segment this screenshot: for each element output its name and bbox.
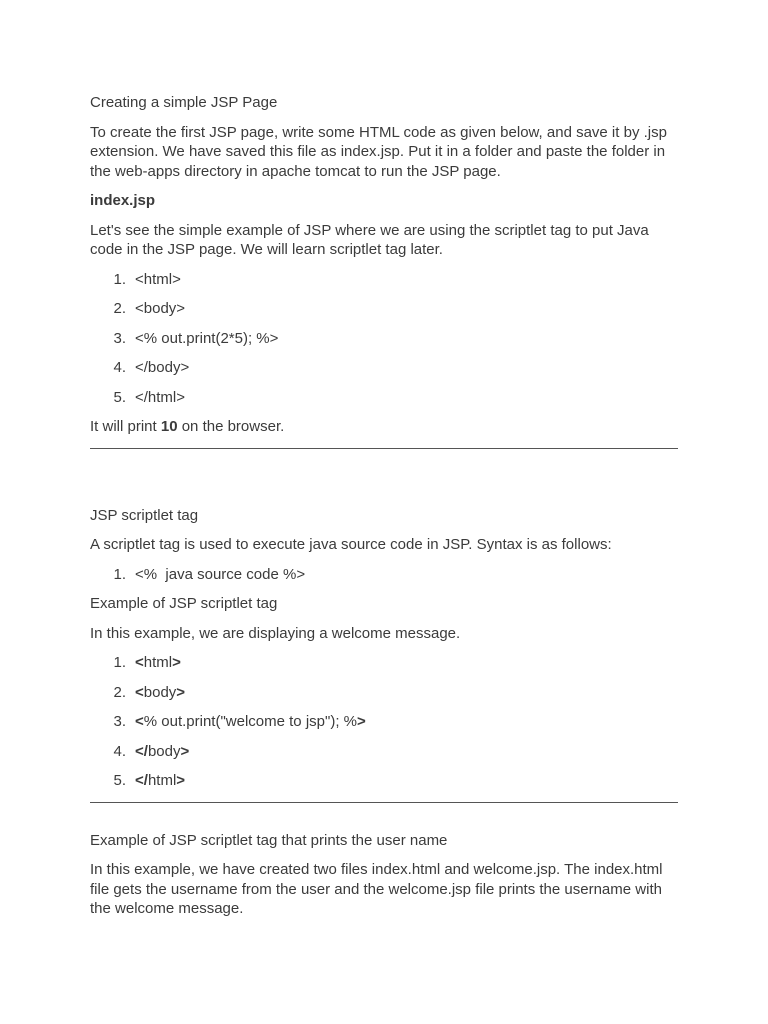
section-divider bbox=[90, 448, 678, 449]
example-intro: In this example, we are displaying a welcome message. bbox=[90, 624, 461, 642]
code-line: 3 . <% out.print(2*5); %> bbox=[90, 329, 678, 349]
section-divider bbox=[90, 802, 678, 803]
code-line: 1 . <html> bbox=[90, 270, 678, 290]
code-line: 4 . </body> bbox=[90, 358, 678, 378]
code-line: 5 . </html> bbox=[90, 388, 678, 408]
section-intro-paragraph: To create the first JSP page, write some HTML code as given below, and save it by .jsp extension. We have saved this file as index.jsp. Put it in a folder and paste the folder in the web-apps directory in apache tomcat to run the JSP page. bbox=[90, 123, 667, 180]
code-line: 1 . <html> bbox=[90, 653, 678, 673]
code-line: 5 . </html> bbox=[90, 771, 678, 791]
code-line-text: </body> bbox=[135, 359, 190, 376]
code-line-text: <html> bbox=[135, 270, 181, 288]
section-intro-paragraph: A scriptlet tag is used to execute java source code in JSP. Syntax is as follows: bbox=[90, 536, 612, 553]
code-line: 2 . <body> bbox=[90, 683, 678, 703]
example-title: Example of JSP scriptlet tag bbox=[90, 595, 278, 612]
code-line: 4 . </body> bbox=[90, 742, 678, 762]
result-sentence: It will print 10 on the browser. bbox=[90, 418, 285, 435]
code-line-text: <body> bbox=[135, 300, 186, 317]
result-value: 10 bbox=[160, 418, 178, 435]
code-line-text: <% java source code %> bbox=[135, 565, 306, 583]
code-listing-index-jsp bbox=[90, 270, 678, 408]
document-page bbox=[90, 90, 678, 919]
section-title-creating-jsp-page: Creating a simple JSP Page bbox=[90, 94, 278, 111]
code-line: 1 . <% java source code %> bbox=[90, 565, 678, 585]
code-line: 3 . <% out.print("welcome to jsp"); %> bbox=[90, 712, 678, 732]
code-line-text: <% out.print(2*5); %> bbox=[135, 329, 279, 347]
code-line-text: </html> bbox=[135, 388, 186, 406]
code-listing-welcome bbox=[90, 653, 678, 791]
section-intro-paragraph: In this example, we have created two files index.html and welcome.jsp. The index.html file gets the username from the user and the welcome.jsp file prints the username with the welcome message. bbox=[90, 861, 663, 917]
section-title-scriptlet-tag: JSP scriptlet tag bbox=[90, 506, 199, 524]
section-title-user-name-example: Example of JSP scriptlet tag that prints the user name bbox=[90, 831, 448, 849]
code-line: 2 . <body> bbox=[90, 299, 678, 319]
filename-label: index.jsp bbox=[90, 192, 156, 209]
example-description: Let's see the simple example of JSP where we are using the scriptlet tag to put Java code in the JSP page. We will learn scriptlet tag later. bbox=[90, 221, 649, 258]
syntax-listing bbox=[90, 565, 678, 585]
